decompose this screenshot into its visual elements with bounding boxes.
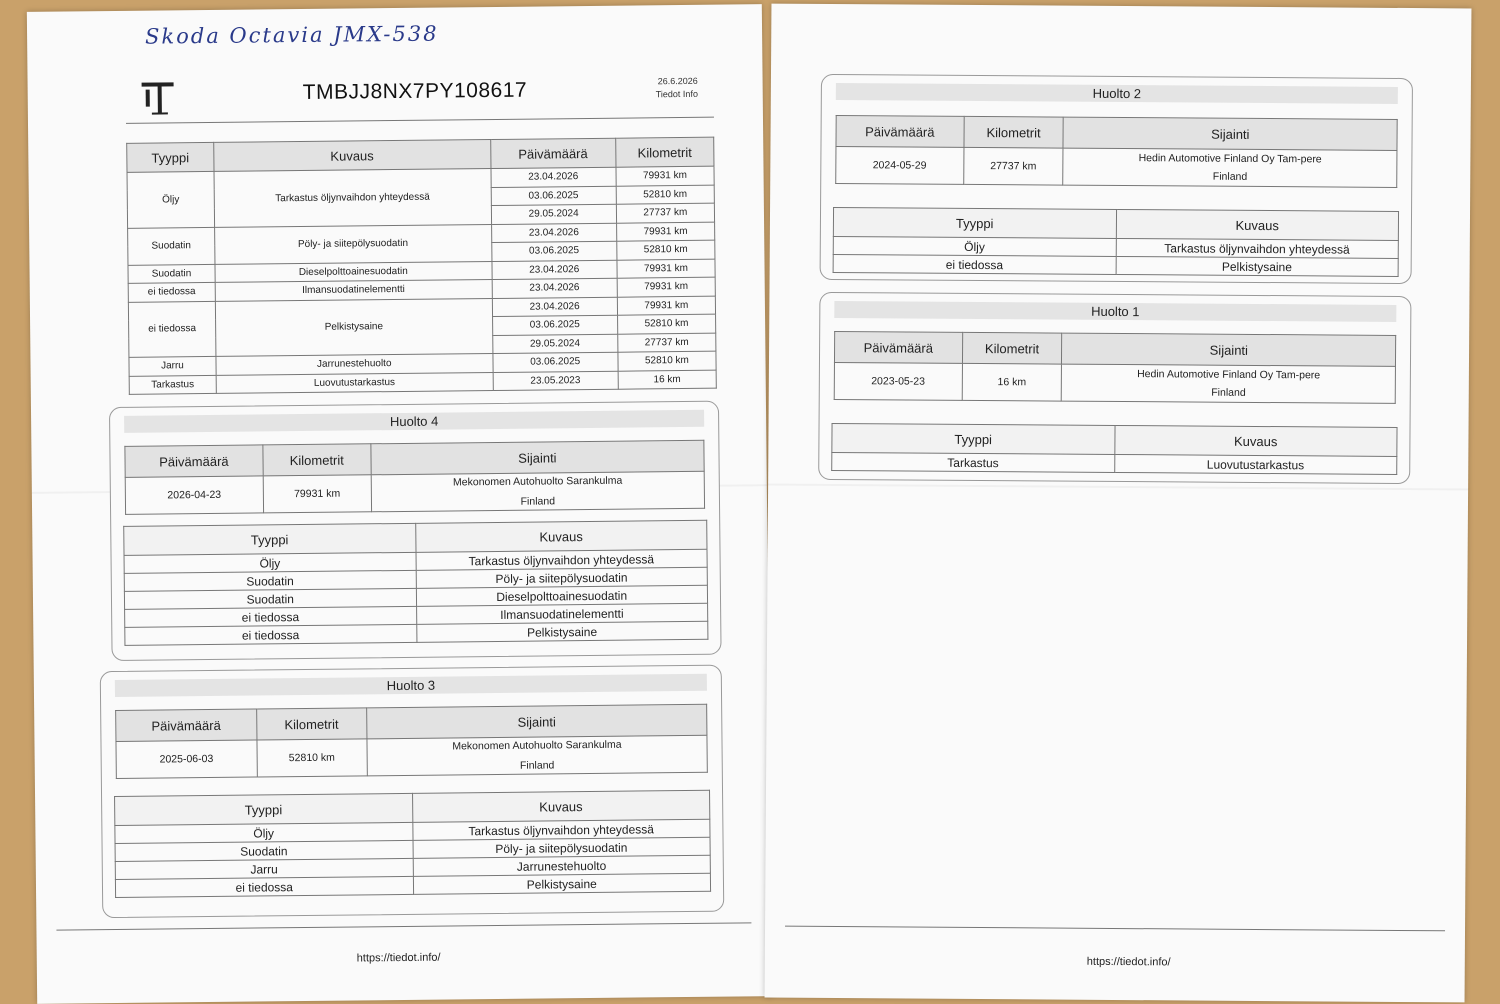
service-location: Hedin Automotive Finland Oy Tam-pere xyxy=(1137,368,1321,382)
right-page xyxy=(765,4,1472,1003)
col-header-location: Sijainti xyxy=(1062,333,1396,366)
service-item-type: ei tiedossa xyxy=(125,624,417,645)
service-item-description: Jarrunestehuolto xyxy=(413,855,711,876)
col-header-description: Kuvaus xyxy=(1114,425,1397,456)
summary-date: 03.06.2025 xyxy=(491,186,616,206)
service-item-description: Tarkastus öljynvaihdon yhteydessä xyxy=(412,819,710,840)
summary-type: Öljy xyxy=(127,171,214,227)
service-box-huolto-4 xyxy=(109,401,722,661)
service-item-description: Dieselpolttoainesuodatin xyxy=(416,585,708,606)
summary-type: Suodatin xyxy=(128,264,215,283)
service-item-type: Suodatin xyxy=(124,588,416,609)
service-header-table xyxy=(115,704,708,779)
service-date: 2026-04-23 xyxy=(125,476,263,514)
service-item-type: Suodatin xyxy=(124,570,416,591)
service-item-type: Jarru xyxy=(115,858,413,879)
service-date: 2025-06-03 xyxy=(116,740,257,778)
summary-type: Suodatin xyxy=(128,227,215,265)
summary-date: 23.04.2026 xyxy=(492,278,617,298)
service-location-cell xyxy=(1062,364,1396,403)
service-title: Huolto 2 xyxy=(836,83,1398,104)
service-header-table xyxy=(835,115,1397,188)
col-header-type: Tyyppi xyxy=(832,424,1115,455)
summary-date: 03.06.2025 xyxy=(491,241,616,261)
summary-description: Pelkistysaine xyxy=(215,298,492,356)
header-rule xyxy=(126,117,714,124)
service-item-type: ei tiedossa xyxy=(125,606,417,627)
service-km: 16 km xyxy=(962,363,1062,401)
service-country: Finland xyxy=(1212,170,1248,183)
service-item-type: Suodatin xyxy=(115,840,413,861)
summary-type: Jarru xyxy=(129,356,216,375)
service-location: Mekonomen Autohuolto Sarankulma xyxy=(452,474,623,489)
service-km: 79931 km xyxy=(263,475,371,513)
service-item-type: ei tiedossa xyxy=(115,876,413,897)
service-country: Finland xyxy=(519,759,555,772)
summary-date: 23.04.2026 xyxy=(491,223,616,243)
service-item-description: Pöly- ja siitepölysuodatin xyxy=(416,567,708,588)
summary-type: ei tiedossa xyxy=(128,282,215,301)
col-header-description: Kuvaus xyxy=(412,790,710,822)
summary-col-header: Kilometrit xyxy=(615,137,714,167)
tiedot-logo-icon xyxy=(140,76,176,116)
service-item-type: Öljy xyxy=(124,552,416,573)
service-box-huolto-2 xyxy=(820,74,1413,284)
summary-description: Ilmansuodatinelementti xyxy=(215,280,492,301)
summary-date: 29.05.2024 xyxy=(492,334,617,354)
summary-type: Tarkastus xyxy=(129,375,216,394)
service-item-description: Ilmansuodatinelementti xyxy=(416,603,708,624)
service-items-table xyxy=(114,790,711,898)
col-header-date: Päivämäärä xyxy=(836,116,964,148)
col-header-km: Kilometrit xyxy=(263,444,371,476)
service-item-description: Pelkistysaine xyxy=(416,621,708,642)
service-title: Huolto 3 xyxy=(115,674,707,697)
doc-date: 26.6.2026 xyxy=(657,75,698,87)
summary-km: 52810 km xyxy=(616,185,714,205)
doc-date-block xyxy=(656,75,698,101)
service-item-row xyxy=(833,255,1398,277)
summary-km: 79931 km xyxy=(617,277,715,297)
service-item-description: Luovutustarkastus xyxy=(1114,454,1397,474)
col-header-location: Sijainti xyxy=(366,704,706,739)
service-box-huolto-3 xyxy=(100,665,725,918)
service-title: Huolto 4 xyxy=(124,410,704,433)
summary-col-header: Päivämäärä xyxy=(490,138,615,168)
col-header-date: Päivämäärä xyxy=(116,709,257,741)
summary-type: ei tiedossa xyxy=(128,301,215,357)
summary-description: Jarrunestehuolto xyxy=(216,354,493,375)
col-header-date: Päivämäärä xyxy=(834,332,962,364)
summary-date: 29.05.2024 xyxy=(491,204,616,224)
col-header-type: Tyyppi xyxy=(115,793,413,825)
service-country: Finland xyxy=(520,495,556,508)
page-fold xyxy=(768,484,1468,491)
footer-rule xyxy=(56,922,751,930)
doc-source: Tiedot Info xyxy=(655,88,698,100)
service-item-type: Tarkastus xyxy=(832,453,1115,473)
service-item-description: Pöly- ja siitepölysuodatin xyxy=(413,837,711,858)
summary-date: 23.04.2026 xyxy=(492,260,617,280)
service-box-huolto-1 xyxy=(818,292,1411,484)
col-header-date: Päivämäärä xyxy=(125,445,263,477)
service-item-row xyxy=(832,453,1397,475)
summary-col-header: Tyyppi xyxy=(127,142,214,172)
col-header-type: Tyyppi xyxy=(124,523,416,555)
service-title: Huolto 1 xyxy=(834,301,1396,322)
summary-col-header: Kuvaus xyxy=(214,140,491,172)
service-header-table xyxy=(124,440,705,515)
service-location: Mekonomen Autohuolto Sarankulma xyxy=(452,738,622,753)
left-page xyxy=(27,4,772,1004)
col-header-description: Kuvaus xyxy=(415,520,707,552)
col-header-km: Kilometrit xyxy=(962,332,1062,364)
service-item-description: Tarkastus öljynvaihdon yhteydessä xyxy=(1116,238,1399,258)
summary-km: 52810 km xyxy=(618,351,716,371)
service-items-table xyxy=(833,207,1399,277)
summary-km: 79931 km xyxy=(617,296,715,316)
col-header-location: Sijainti xyxy=(1063,117,1397,150)
service-item-description: Tarkastus öljynvaihdon yhteydessä xyxy=(416,549,708,570)
service-km: 27737 km xyxy=(963,147,1063,185)
handwritten-note: Skoda Octavia JMX-538 xyxy=(144,21,439,49)
service-km: 52810 km xyxy=(257,739,368,777)
footer-rule xyxy=(785,926,1445,932)
summary-km: 27737 km xyxy=(616,203,714,223)
summary-description: Luovutustarkastus xyxy=(216,372,493,393)
summary-km: 79931 km xyxy=(616,166,714,186)
vin-title: TMBJJ8NX7PY108617 xyxy=(302,78,528,104)
service-items-table xyxy=(831,423,1397,475)
col-header-km: Kilometrit xyxy=(963,116,1063,148)
col-header-type: Tyyppi xyxy=(833,208,1116,239)
summary-date: 23.04.2026 xyxy=(491,167,616,187)
service-location-cell xyxy=(371,471,705,511)
service-country: Finland xyxy=(1211,386,1246,399)
summary-km: 52810 km xyxy=(617,314,715,334)
service-item-type: Öljy xyxy=(833,237,1116,257)
footer-url: https://tiedot.info/ xyxy=(356,951,441,965)
col-header-description: Kuvaus xyxy=(1116,209,1399,240)
service-item-type: Öljy xyxy=(115,822,413,843)
summary-km: 79931 km xyxy=(617,259,715,279)
service-location-cell xyxy=(367,735,708,776)
summary-date: 23.05.2023 xyxy=(493,371,618,391)
summary-km: 52810 km xyxy=(617,240,715,260)
service-location: Hedin Automotive Finland Oy Tam-pere xyxy=(1138,152,1322,166)
summary-km: 27737 km xyxy=(618,333,716,353)
summary-date: 23.04.2026 xyxy=(492,297,617,317)
service-items-table xyxy=(123,520,708,646)
summary-km: 79931 km xyxy=(616,222,714,242)
col-header-location: Sijainti xyxy=(371,440,705,474)
service-item-description: Pelkistysaine xyxy=(413,873,711,894)
summary-date: 03.06.2025 xyxy=(492,315,617,335)
summary-date: 03.06.2025 xyxy=(493,352,618,372)
service-location-cell xyxy=(1063,148,1397,187)
summary-description: Tarkastus öljynvaihdon yhteydessä xyxy=(214,169,491,227)
service-date: 2023-05-23 xyxy=(834,363,962,401)
service-date: 2024-05-29 xyxy=(836,147,964,185)
footer-url: https://tiedot.info/ xyxy=(1086,955,1171,969)
summary-km: 16 km xyxy=(618,370,716,390)
summary-description: Dieselpolttoainesuodatin xyxy=(215,261,492,282)
col-header-km: Kilometrit xyxy=(256,708,367,740)
service-item-type: ei tiedossa xyxy=(833,255,1116,275)
summary-description: Pöly- ja siitepölysuodatin xyxy=(214,224,491,264)
summary-table xyxy=(126,137,717,395)
service-item-description: Pelkistysaine xyxy=(1116,256,1399,276)
service-header-table xyxy=(834,331,1396,404)
